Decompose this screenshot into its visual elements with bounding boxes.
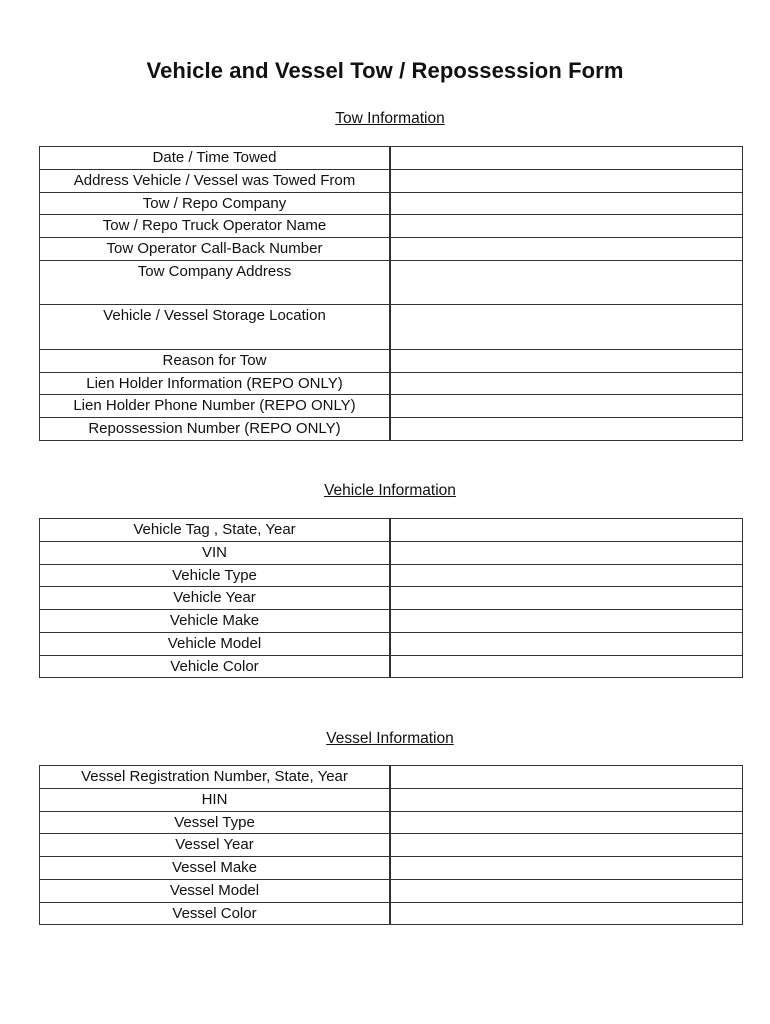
- row-label: Tow Operator Call-Back Number: [40, 238, 391, 261]
- vehicle-year-field[interactable]: [390, 587, 743, 610]
- row-label: Tow Company Address: [40, 260, 391, 305]
- lien-holder-info-field[interactable]: [390, 372, 743, 395]
- table-row: [40, 147, 743, 170]
- vehicle-tag-field[interactable]: [390, 519, 743, 542]
- table-row: [40, 766, 743, 789]
- row-label: Address Vehicle / Vessel was Towed From: [40, 169, 391, 192]
- row-label: Repossession Number (REPO ONLY): [40, 418, 391, 441]
- vehicle-color-field[interactable]: [390, 655, 743, 678]
- vessel-model-field[interactable]: [390, 879, 743, 902]
- table-row: [40, 632, 743, 655]
- table-row: [40, 260, 743, 305]
- table-row: [40, 418, 743, 441]
- tow-repo-company-field[interactable]: [390, 192, 743, 215]
- vehicle-make-field[interactable]: [390, 610, 743, 633]
- row-label: Vessel Model: [40, 879, 391, 902]
- operator-name-field[interactable]: [390, 215, 743, 238]
- vessel-registration-field[interactable]: [390, 766, 743, 789]
- vehicle-information-table: [39, 518, 743, 678]
- row-label: Vehicle Tag , State, Year: [40, 519, 391, 542]
- row-label: Vehicle / Vessel Storage Location: [40, 305, 391, 350]
- row-label: Tow / Repo Truck Operator Name: [40, 215, 391, 238]
- table-row: [40, 902, 743, 925]
- row-label: Lien Holder Information (REPO ONLY): [40, 372, 391, 395]
- vessel-make-field[interactable]: [390, 857, 743, 880]
- row-label: Vessel Year: [40, 834, 391, 857]
- row-label: HIN: [40, 788, 391, 811]
- table-row: [40, 655, 743, 678]
- table-row: [40, 238, 743, 261]
- repossession-number-field[interactable]: [390, 418, 743, 441]
- row-label: Vessel Type: [40, 811, 391, 834]
- table-row: [40, 834, 743, 857]
- tow-information-table: [39, 146, 743, 441]
- table-row: [40, 811, 743, 834]
- vessel-information-table: [39, 765, 743, 925]
- row-label: Vessel Registration Number, State, Year: [40, 766, 391, 789]
- row-label: Vehicle Make: [40, 610, 391, 633]
- table-row: [40, 192, 743, 215]
- tow-information-heading: Tow Information: [335, 110, 445, 127]
- table-row: [40, 788, 743, 811]
- storage-location-field[interactable]: [390, 305, 743, 350]
- vessel-type-field[interactable]: [390, 811, 743, 834]
- lien-holder-phone-field[interactable]: [390, 395, 743, 418]
- reason-for-tow-field[interactable]: [390, 349, 743, 372]
- table-row: [40, 372, 743, 395]
- row-label: VIN: [40, 541, 391, 564]
- form-title: Vehicle and Vessel Tow / Repossession Form: [146, 58, 624, 83]
- table-row: [40, 305, 743, 350]
- table-row: [40, 587, 743, 610]
- row-label: Vessel Make: [40, 857, 391, 880]
- table-row: [40, 349, 743, 372]
- table-row: [40, 215, 743, 238]
- vin-field[interactable]: [390, 541, 743, 564]
- table-row: [40, 541, 743, 564]
- row-label: Lien Holder Phone Number (REPO ONLY): [40, 395, 391, 418]
- vessel-color-field[interactable]: [390, 902, 743, 925]
- table-row: [40, 857, 743, 880]
- table-row: [40, 395, 743, 418]
- row-label: Vehicle Type: [40, 564, 391, 587]
- vehicle-type-field[interactable]: [390, 564, 743, 587]
- row-label: Vehicle Model: [40, 632, 391, 655]
- table-row: [40, 519, 743, 542]
- vehicle-information-heading: Vehicle Information: [324, 482, 456, 499]
- table-row: [40, 879, 743, 902]
- towed-from-address-field[interactable]: [390, 169, 743, 192]
- tow-company-address-field[interactable]: [390, 260, 743, 305]
- row-label: Tow / Repo Company: [40, 192, 391, 215]
- table-row: [40, 169, 743, 192]
- vehicle-model-field[interactable]: [390, 632, 743, 655]
- date-time-towed-field[interactable]: [390, 147, 743, 170]
- vessel-year-field[interactable]: [390, 834, 743, 857]
- vessel-information-heading: Vessel Information: [326, 730, 454, 747]
- table-row: [40, 610, 743, 633]
- table-row: [40, 564, 743, 587]
- row-label: Reason for Tow: [40, 349, 391, 372]
- row-label: Date / Time Towed: [40, 147, 391, 170]
- callback-number-field[interactable]: [390, 238, 743, 261]
- row-label: Vehicle Year: [40, 587, 391, 610]
- row-label: Vehicle Color: [40, 655, 391, 678]
- row-label: Vessel Color: [40, 902, 391, 925]
- hin-field[interactable]: [390, 788, 743, 811]
